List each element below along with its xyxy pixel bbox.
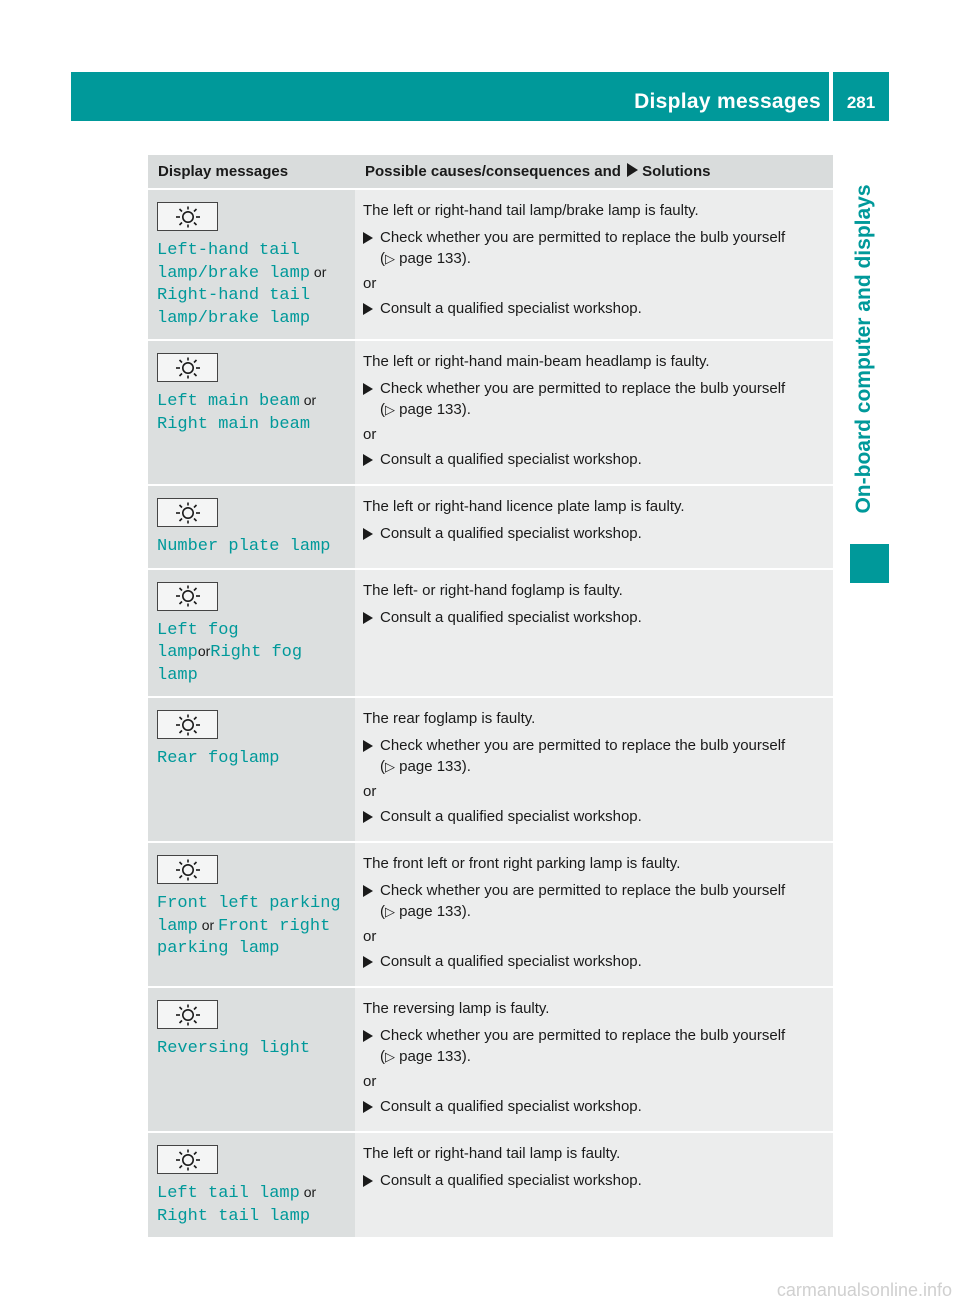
or-connector: or bbox=[197, 643, 211, 659]
action-arrow-icon bbox=[363, 383, 373, 395]
or-connector: or bbox=[310, 263, 327, 280]
solution-step bbox=[363, 1025, 821, 1067]
table-body bbox=[148, 189, 833, 1237]
display-message-cell bbox=[148, 569, 355, 698]
solution-text: Check whether you are permitted to replace the bulb yourself bbox=[380, 380, 786, 397]
or-separator: or bbox=[363, 783, 377, 800]
display-message-text bbox=[157, 1037, 346, 1060]
action-arrow-icon bbox=[363, 1030, 373, 1042]
display-message-text bbox=[157, 1182, 346, 1227]
display-message-cell bbox=[148, 189, 355, 340]
or-separator: or bbox=[363, 928, 377, 945]
bulb-warning-icon bbox=[157, 582, 218, 611]
page-ref-arrow-icon: ▷ bbox=[385, 904, 395, 919]
table-row bbox=[148, 1132, 833, 1237]
bulb-warning-icon-svg bbox=[173, 1149, 203, 1171]
bulb-warning-icon-svg bbox=[173, 859, 203, 881]
solution-step bbox=[363, 1170, 821, 1191]
page-number: 281 bbox=[846, 93, 876, 112]
bulb-warning-icon bbox=[157, 855, 218, 884]
page-reference-text: page 133). bbox=[399, 758, 471, 775]
cause-text: The rear foglamp is faulty. bbox=[363, 710, 536, 727]
cause-text: The left or right-hand tail lamp is faulty. bbox=[363, 1145, 621, 1162]
causes-solutions-cell bbox=[355, 842, 833, 987]
solution-text: Check whether you are permitted to replace the bulb yourself bbox=[380, 882, 786, 899]
page-reference: (▷ page 133). bbox=[380, 903, 471, 920]
solution-step bbox=[363, 1096, 821, 1117]
table-row bbox=[148, 842, 833, 987]
causes-solutions-cell bbox=[355, 485, 833, 569]
or-separator: or bbox=[363, 275, 377, 292]
or-connector: or bbox=[197, 916, 219, 933]
bulb-warning-icon-svg bbox=[173, 1004, 203, 1026]
display-message-text bbox=[157, 747, 346, 770]
col-header-solutions-text: Solutions bbox=[642, 163, 711, 180]
display-message: Front left parking lamp bbox=[157, 894, 341, 936]
table-row bbox=[148, 189, 833, 340]
action-arrow-icon bbox=[363, 303, 373, 315]
solution-step bbox=[363, 227, 821, 269]
page-reference: (▷ page 133). bbox=[380, 401, 471, 418]
display-message-cell bbox=[148, 987, 355, 1132]
action-arrow-icon bbox=[363, 811, 373, 823]
action-arrow-icon bbox=[363, 885, 373, 897]
col-header-display-messages: Display messages bbox=[148, 155, 355, 189]
solution-text: Consult a qualified specialist workshop. bbox=[380, 608, 642, 626]
page-reference-text: page 133). bbox=[399, 250, 471, 267]
solution-step bbox=[363, 298, 821, 319]
bulb-warning-icon bbox=[157, 202, 218, 231]
solution-step bbox=[363, 523, 821, 544]
action-arrow-icon bbox=[627, 163, 638, 177]
solution-step bbox=[363, 449, 821, 470]
cause-text: The left or right-hand tail lamp/brake lamp is faulty. bbox=[363, 202, 699, 219]
page-ref-arrow-icon: ▷ bbox=[385, 759, 395, 774]
display-message-cell bbox=[148, 697, 355, 842]
page-header-bar bbox=[71, 72, 889, 121]
display-message-text bbox=[157, 390, 346, 435]
solution-text: Consult a qualified specialist workshop. bbox=[380, 525, 642, 542]
display-message-cell bbox=[148, 340, 355, 485]
action-arrow-icon bbox=[363, 740, 373, 752]
table-row bbox=[148, 987, 833, 1132]
action-arrow-icon bbox=[363, 528, 373, 540]
page-ref-arrow-icon: ▷ bbox=[385, 1049, 395, 1064]
or-separator: or bbox=[363, 426, 377, 443]
or-separator: or bbox=[363, 1073, 377, 1090]
page-ref-arrow-icon: ▷ bbox=[385, 251, 395, 266]
display-message: Number plate lamp bbox=[157, 537, 331, 556]
causes-solutions-cell bbox=[355, 189, 833, 340]
causes-solutions-cell bbox=[355, 340, 833, 485]
causes-solutions-cell bbox=[355, 569, 833, 698]
solution-text: Check whether you are permitted to replace the bulb yourself bbox=[380, 1027, 786, 1044]
table-row bbox=[148, 340, 833, 485]
solution-text: Check whether you are permitted to replace the bulb yourself bbox=[380, 737, 786, 754]
action-arrow-icon bbox=[363, 454, 373, 466]
display-message: Left main beam bbox=[157, 392, 300, 411]
page-reference-text: page 133). bbox=[399, 401, 471, 418]
or-connector: or bbox=[299, 1184, 317, 1200]
bulb-warning-icon bbox=[157, 1000, 218, 1029]
solution-step bbox=[363, 806, 821, 827]
solution-step bbox=[363, 951, 821, 972]
display-message: Right main beam bbox=[157, 414, 311, 434]
cause-text: The left- or right-hand foglamp is faulty. bbox=[363, 581, 623, 599]
display-message-cell bbox=[148, 485, 355, 569]
solution-text: Consult a qualified specialist workshop. bbox=[380, 1098, 642, 1115]
table-row bbox=[148, 569, 833, 698]
page-reference: (▷ page 133). bbox=[380, 250, 471, 267]
cause-text: The reversing lamp is faulty. bbox=[363, 1000, 550, 1017]
bulb-warning-icon-svg bbox=[173, 357, 203, 379]
bulb-warning-icon bbox=[157, 710, 218, 739]
side-tab-label: On-board computer and displays bbox=[852, 184, 875, 514]
action-arrow-icon bbox=[363, 232, 373, 244]
bulb-warning-icon bbox=[157, 498, 218, 527]
cause-text: The front left or front right parking lamp is faulty. bbox=[363, 855, 681, 872]
bulb-warning-icon-svg bbox=[173, 206, 203, 228]
watermark-text: carmanualsonline.info bbox=[776, 1280, 952, 1300]
solution-step bbox=[363, 378, 821, 420]
bulb-warning-icon-svg bbox=[173, 714, 203, 736]
bulb-warning-icon bbox=[157, 1145, 218, 1174]
action-arrow-icon bbox=[363, 1175, 373, 1187]
or-connector: or bbox=[299, 392, 317, 408]
display-message: Right tail lamp bbox=[157, 1206, 311, 1226]
display-message-text bbox=[157, 535, 346, 558]
action-arrow-icon bbox=[363, 612, 373, 624]
display-message: Front right parking lamp bbox=[157, 916, 331, 958]
display-message-cell bbox=[148, 1132, 355, 1237]
action-arrow-icon bbox=[363, 956, 373, 968]
col-header-causes-text: Possible causes/consequences and bbox=[365, 163, 621, 180]
side-tab bbox=[846, 158, 882, 540]
display-message-text bbox=[157, 619, 346, 687]
display-message: Reversing light bbox=[157, 1039, 311, 1058]
table-row bbox=[148, 485, 833, 569]
solution-text: Consult a qualified specialist workshop. bbox=[380, 300, 642, 317]
table-header-row bbox=[148, 155, 833, 189]
display-message: Rear foglamp bbox=[157, 749, 280, 768]
page-reference-text: page 133). bbox=[399, 1048, 471, 1065]
page-ref-arrow-icon: ▷ bbox=[385, 402, 395, 417]
display-message-text bbox=[157, 239, 346, 329]
solution-step bbox=[363, 735, 821, 777]
display-message: Left fog lamp bbox=[157, 620, 239, 662]
display-message: Left tail lamp bbox=[157, 1184, 300, 1203]
cause-text: The left or right-hand licence plate lamp is faulty. bbox=[363, 498, 685, 515]
display-message: Left-hand tail lamp/brake lamp bbox=[157, 241, 311, 283]
solution-step bbox=[363, 607, 821, 628]
solution-text: Consult a qualified specialist workshop. bbox=[380, 953, 642, 970]
solution-text: Consult a qualified specialist workshop. bbox=[380, 451, 642, 468]
bulb-warning-icon-svg bbox=[173, 585, 203, 607]
table-row bbox=[148, 697, 833, 842]
causes-solutions-cell bbox=[355, 697, 833, 842]
col-header-causes bbox=[355, 155, 833, 189]
solution-step bbox=[363, 880, 821, 922]
display-message: Right-hand tail lamp/brake lamp bbox=[157, 286, 311, 328]
causes-solutions-cell bbox=[355, 987, 833, 1132]
causes-solutions-cell bbox=[355, 1132, 833, 1237]
action-arrow-icon bbox=[363, 1101, 373, 1113]
display-messages-table bbox=[148, 155, 833, 1237]
display-message: Right fog lamp bbox=[157, 643, 303, 685]
page-reference: (▷ page 133). bbox=[380, 1048, 471, 1065]
solution-text: Consult a qualified specialist workshop. bbox=[380, 1172, 642, 1189]
side-tab-block bbox=[850, 544, 889, 583]
header-title: Display messages bbox=[634, 90, 821, 113]
page-reference-text: page 133). bbox=[399, 903, 471, 920]
cause-text: The left or right-hand main-beam headlamp is faulty. bbox=[363, 353, 710, 370]
page-reference: (▷ page 133). bbox=[380, 758, 471, 775]
display-message-cell bbox=[148, 842, 355, 987]
solution-text: Check whether you are permitted to replace the bulb yourself bbox=[380, 229, 786, 246]
display-message-text bbox=[157, 892, 346, 960]
solution-text: Consult a qualified specialist workshop. bbox=[380, 808, 642, 825]
bulb-warning-icon bbox=[157, 353, 218, 382]
bulb-warning-icon-svg bbox=[173, 502, 203, 524]
footer-watermark bbox=[0, 1280, 960, 1301]
